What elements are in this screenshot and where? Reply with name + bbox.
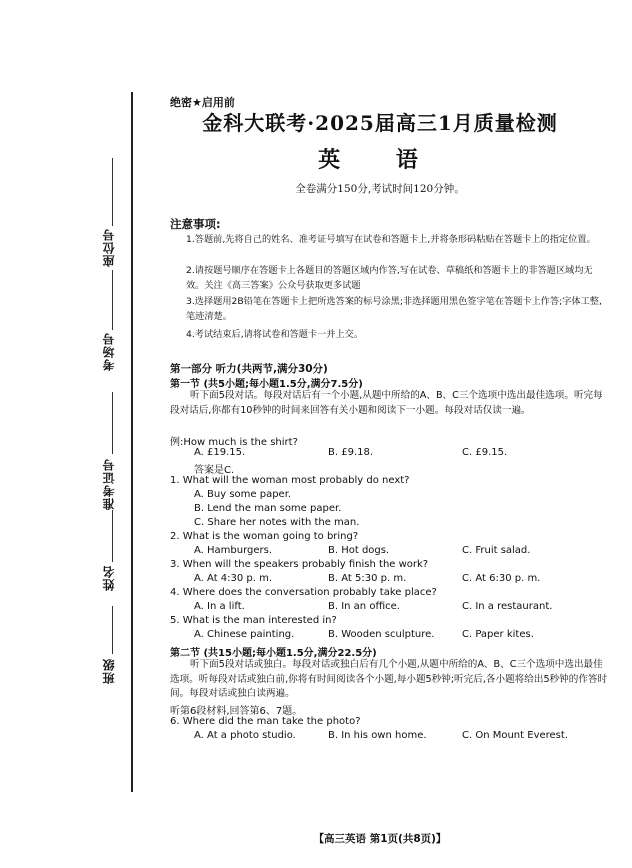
example-answer: 答案是C. xyxy=(194,465,235,476)
class-label: 班级 xyxy=(102,658,116,684)
example-option-c: C. £9.15. xyxy=(462,447,508,458)
class-line xyxy=(112,606,113,654)
example-option-b: B. £9.18. xyxy=(328,447,374,458)
page-title: 金科大联考·2025届高三1月质量检测 xyxy=(202,111,558,135)
ticket-number-label: 准考证号 xyxy=(102,458,116,510)
example-question: 例:How much is the shirt? xyxy=(170,437,298,448)
part1-title: 第一部分 听力(共两节,满分30分) xyxy=(170,363,328,375)
q5-option-c: C. Paper kites. xyxy=(462,629,534,640)
q2-option-a: A. Hamburgers. xyxy=(194,545,273,556)
notice-item-4: 4.考试结束后,请将试卷和答题卡一并上交。 xyxy=(186,329,364,340)
name-line xyxy=(112,510,113,562)
subject-title: 英 语 xyxy=(318,147,442,173)
section1-title: 第一节 (共5小题;每小题1.5分,满分7.5分) xyxy=(170,379,363,390)
ticket-number-line xyxy=(112,392,113,454)
q5-option-a: A. Chinese painting. xyxy=(194,629,295,640)
exam-room-label: 考场号 xyxy=(102,332,116,371)
example-option-a: A. £19.15. xyxy=(194,447,246,458)
q2-option-b: B. Hot dogs. xyxy=(328,545,390,556)
page-footer: 【高三英语 第1页(共8页)】 xyxy=(313,833,447,845)
notice-item-2: 2.请按题号顺序在答题卡上各题目的答题区域内作答,写在试卷、草稿纸和答题卡上的非答题区域均无效。关注《高三答案》公众号获取更多试题 xyxy=(186,265,593,291)
question-6: 6. Where did the man take the photo? xyxy=(170,716,361,727)
q6-option-c: C. On Mount Everest. xyxy=(462,730,568,741)
section2-title: 第二节 (共15小题;每小题1.5分,满分22.5分) xyxy=(170,648,377,659)
notice-title: 注意事项: xyxy=(170,217,221,231)
q3-option-a: A. At 4:30 p. m. xyxy=(194,573,273,584)
q2-option-c: C. Fruit salad. xyxy=(462,545,531,556)
question-4: 4. Where does the conversation probably take place? xyxy=(170,587,437,598)
seat-number-label: 座位号 xyxy=(102,228,116,267)
q1-option-b: B. Lend the man some paper. xyxy=(194,503,342,514)
notice-item-3: 3.选择题用2B铅笔在答题卡上把所选答案的标号涂黑;非选择题用黑色签字笔在答题卡上作答;字体工整,笔迹清楚。 xyxy=(186,296,602,322)
q3-option-c: C. At 6:30 p. m. xyxy=(462,573,541,584)
section2-instructions: 听下面5段对话或独白。每段对话或独白后有几个小题,从题中所给的A、B、C三个选项中选出最佳选项。听每段对话或独白前,你将有时间阅读各个小题,每小题5秒钟;听完后,各小题将给出5秒钟的作答时间。每段对话或独白读两遍。 xyxy=(170,659,608,699)
q1-option-c: C. Share her notes with the man. xyxy=(194,517,360,528)
question-3: 3. When will the speakers probably finish the work? xyxy=(170,559,429,570)
q3-option-b: B. At 5:30 p. m. xyxy=(328,573,407,584)
question-2: 2. What is the woman going to bring? xyxy=(170,531,359,542)
q1-option-a: A. Buy some paper. xyxy=(194,489,292,500)
q6-option-a: A. At a photo studio. xyxy=(194,730,296,741)
name-label: 姓名 xyxy=(102,565,116,591)
question-1: 1. What will the woman most probably do next? xyxy=(170,475,410,486)
question-5: 5. What is the man interested in? xyxy=(170,615,337,626)
q4-option-b: B. In an office. xyxy=(328,601,400,612)
q5-option-b: B. Wooden sculpture. xyxy=(328,629,435,640)
seat-number-line xyxy=(112,158,113,226)
exam-room-line xyxy=(112,270,113,330)
score-info: 全卷满分150分,考试时间120分钟。 xyxy=(295,183,465,195)
notice-item-1: 1.答题前,先将自己的姓名、准考证号填写在试卷和答题卡上,并将条形码粘贴在答题卡上的指定位置。 xyxy=(186,234,596,245)
q4-option-c: C. In a restaurant. xyxy=(462,601,553,612)
section1-instructions: 听下面5段对话。每段对话后有一个小题,从题中所给的A、B、C三个选项中选出最佳选项。听完每段对话后,你都有10秒钟的时间来回答有关小题和阅读下一小题。每段对话仅读一遍。 xyxy=(170,390,603,416)
section2-lead: 听第6段材料,回答第6、7题。 xyxy=(170,706,303,717)
q6-option-b: B. In his own home. xyxy=(328,730,427,741)
q4-option-a: A. In a lift. xyxy=(194,601,245,612)
confidential-mark: 绝密★启用前 xyxy=(170,96,235,109)
binding-margin-line xyxy=(131,92,133,792)
